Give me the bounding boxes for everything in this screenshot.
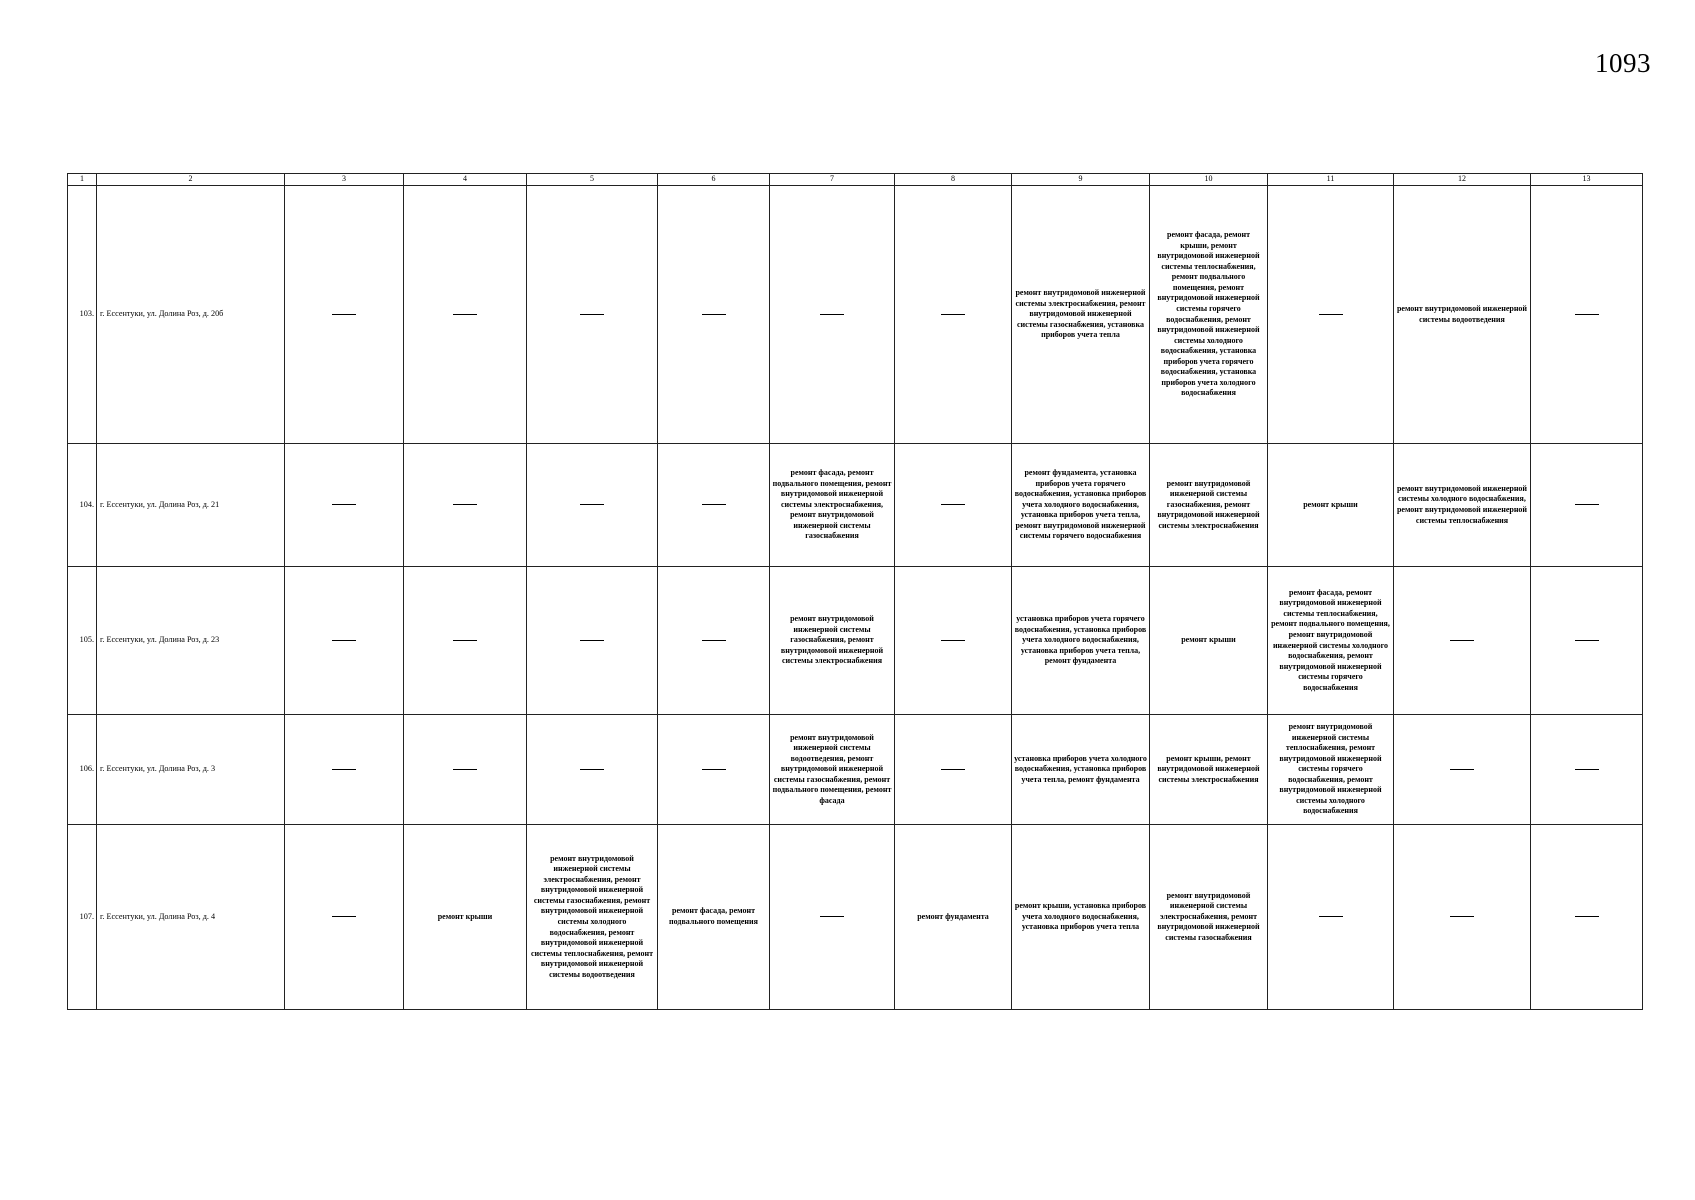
empty-dash-cell xyxy=(658,186,770,444)
work-description-cell: ремонт внутридомовой инженерной системы газоснабжения, ремонт внутридомовой инженерной системы электроснабжения xyxy=(770,567,895,715)
column-number-header: 3 xyxy=(285,174,404,186)
dash-mark xyxy=(1450,769,1474,770)
page-number: 1093 xyxy=(1595,48,1651,78)
address-cell: г. Ессентуки, ул. Долина Роз, д. 23 xyxy=(97,567,285,715)
empty-dash-cell xyxy=(658,715,770,825)
column-number-header: 11 xyxy=(1268,174,1394,186)
work-description-cell: ремонт фасада, ремонт подвального помещения, ремонт внутридомовой инженерной системы электроснабжения, ремонт внутридомовой инженерной системы газоснабжения xyxy=(770,444,895,567)
dash-mark xyxy=(1319,314,1343,315)
column-number-header: 4 xyxy=(404,174,527,186)
address-cell: г. Ессентуки, ул. Долина Роз, д. 21 xyxy=(97,444,285,567)
dash-mark xyxy=(1575,314,1599,315)
column-number-header: 13 xyxy=(1531,174,1643,186)
dash-mark xyxy=(580,314,604,315)
dash-mark xyxy=(820,916,844,917)
column-number-header: 8 xyxy=(895,174,1012,186)
row-number-cell: 106. xyxy=(68,715,97,825)
dash-mark xyxy=(1450,640,1474,641)
empty-dash-cell xyxy=(285,186,404,444)
column-number-header: 2 xyxy=(97,174,285,186)
empty-dash-cell xyxy=(285,567,404,715)
empty-dash-cell xyxy=(527,715,658,825)
work-description-cell: ремонт внутридомовой инженерной системы холодного водоснабжения, ремонт внутридомовой инженерной системы теплоснабжения xyxy=(1394,444,1531,567)
work-description-cell: ремонт внутридомовой инженерной системы электроснабжения, ремонт внутридомовой инженерной системы газоснабжения, установка приборов учета тепла xyxy=(1012,186,1150,444)
work-description-cell: ремонт крыши xyxy=(1268,444,1394,567)
empty-dash-cell xyxy=(285,825,404,1010)
dash-mark xyxy=(702,640,726,641)
dash-mark xyxy=(453,504,477,505)
empty-dash-cell xyxy=(1531,186,1643,444)
dash-mark xyxy=(1575,640,1599,641)
work-description-cell: ремонт крыши xyxy=(1150,567,1268,715)
dash-mark xyxy=(453,314,477,315)
dash-mark xyxy=(702,504,726,505)
dash-mark xyxy=(580,504,604,505)
dash-mark xyxy=(332,314,356,315)
empty-dash-cell xyxy=(404,444,527,567)
dash-mark xyxy=(332,916,356,917)
dash-mark xyxy=(1575,504,1599,505)
work-description-cell: ремонт внутридомовой инженерной системы теплоснабжения, ремонт внутридомовой инженерной системы горячего водоснабжения, ремонт внутридомовой инженерной системы холодного водоснабжения xyxy=(1268,715,1394,825)
empty-dash-cell xyxy=(1394,715,1531,825)
empty-dash-cell xyxy=(770,825,895,1010)
table-row xyxy=(68,715,1643,825)
column-number-header: 7 xyxy=(770,174,895,186)
address-cell: г. Ессентуки, ул. Долина Роз, д. 3 xyxy=(97,715,285,825)
column-number-header: 12 xyxy=(1394,174,1531,186)
work-description-cell: ремонт внутридомовой инженерной системы электроснабжения, ремонт внутридомовой инженерной системы газоснабжения, ремонт внутридомовой инженерной системы холодного водоснабжения, ремонт внутридомовой инженерной системы теплоснабжения, ремонт внутридомовой инженерной системы водоотведения xyxy=(527,825,658,1010)
table-row xyxy=(68,825,1643,1010)
address-cell: г. Ессентуки, ул. Долина Роз, д. 20б xyxy=(97,186,285,444)
empty-dash-cell xyxy=(1531,567,1643,715)
dash-mark xyxy=(332,640,356,641)
work-description-cell: ремонт фасада, ремонт подвального помещения xyxy=(658,825,770,1010)
dash-mark xyxy=(1575,769,1599,770)
work-description-cell: ремонт фасада, ремонт внутридомовой инженерной системы теплоснабжения, ремонт подвального помещения, ремонт внутридомовой инженерной системы холодного водоснабжения, ремонт внутридомовой инженерной системы горячего водоснабжения xyxy=(1268,567,1394,715)
empty-dash-cell xyxy=(658,444,770,567)
dash-mark xyxy=(941,769,965,770)
empty-dash-cell xyxy=(895,444,1012,567)
dash-mark xyxy=(702,314,726,315)
work-description-cell: ремонт внутридомовой инженерной системы газоснабжения, ремонт внутридомовой инженерной системы электроснабжения xyxy=(1150,444,1268,567)
empty-dash-cell xyxy=(404,186,527,444)
empty-dash-cell xyxy=(527,567,658,715)
row-number-cell: 107. xyxy=(68,825,97,1010)
work-description-cell: ремонт крыши, ремонт внутридомовой инженерной системы электроснабжения xyxy=(1150,715,1268,825)
column-number-header: 6 xyxy=(658,174,770,186)
work-description-cell: ремонт крыши xyxy=(404,825,527,1010)
work-description-cell: установка приборов учета холодного водоснабжения, установка приборов учета тепла, ремонт фундамента xyxy=(1012,715,1150,825)
dash-mark xyxy=(1319,916,1343,917)
dash-mark xyxy=(1450,916,1474,917)
dash-mark xyxy=(941,314,965,315)
empty-dash-cell xyxy=(895,567,1012,715)
dash-mark xyxy=(332,769,356,770)
table-row xyxy=(68,186,1643,444)
dash-mark xyxy=(1575,916,1599,917)
column-number-header: 5 xyxy=(527,174,658,186)
empty-dash-cell xyxy=(658,567,770,715)
row-number-cell: 105. xyxy=(68,567,97,715)
empty-dash-cell xyxy=(1531,825,1643,1010)
dash-mark xyxy=(941,640,965,641)
empty-dash-cell xyxy=(770,186,895,444)
column-number-row xyxy=(68,174,1643,186)
work-description-cell: ремонт внутридомовой инженерной системы водоотведения, ремонт внутридомовой инженерной системы газоснабжения, ремонт подвального помещения, ремонт фасада xyxy=(770,715,895,825)
address-cell: г. Ессентуки, ул. Долина Роз, д. 4 xyxy=(97,825,285,1010)
empty-dash-cell xyxy=(527,444,658,567)
work-description-cell: ремонт крыши, установка приборов учета холодного водоснабжения, установка приборов учета тепла xyxy=(1012,825,1150,1010)
empty-dash-cell xyxy=(285,715,404,825)
column-number-header: 1 xyxy=(68,174,97,186)
empty-dash-cell xyxy=(895,715,1012,825)
table-row xyxy=(68,567,1643,715)
dash-mark xyxy=(820,314,844,315)
empty-dash-cell xyxy=(1531,444,1643,567)
dash-mark xyxy=(580,769,604,770)
dash-mark xyxy=(332,504,356,505)
empty-dash-cell xyxy=(285,444,404,567)
dash-mark xyxy=(941,504,965,505)
dash-mark xyxy=(453,640,477,641)
column-number-header: 9 xyxy=(1012,174,1150,186)
empty-dash-cell xyxy=(1531,715,1643,825)
empty-dash-cell xyxy=(1268,186,1394,444)
work-description-cell: ремонт внутридомовой инженерной системы электроснабжения, ремонт внутридомовой инженерной системы газоснабжения xyxy=(1150,825,1268,1010)
work-description-cell: ремонт фасада, ремонт крыши, ремонт внутридомовой инженерной системы теплоснабжения, ремонт подвального помещения, ремонт внутридомовой инженерной системы горячего водоснабжения, ремонт внутридомовой инженерной системы холодного водоснабжения, установка приборов учета горячего водоснабжения, установка приборов учета холодного водоснабжения xyxy=(1150,186,1268,444)
table-row xyxy=(68,444,1643,567)
row-number-cell: 104. xyxy=(68,444,97,567)
empty-dash-cell xyxy=(404,715,527,825)
row-number-cell: 103. xyxy=(68,186,97,444)
empty-dash-cell xyxy=(1394,825,1531,1010)
empty-dash-cell xyxy=(1268,825,1394,1010)
work-description-cell: установка приборов учета горячего водоснабжения, установка приборов учета холодного водоснабжения, установка приборов учета тепла, ремонт фундамента xyxy=(1012,567,1150,715)
empty-dash-cell xyxy=(895,186,1012,444)
column-number-header: 10 xyxy=(1150,174,1268,186)
repair-schedule-table xyxy=(67,173,1643,1010)
empty-dash-cell xyxy=(1394,567,1531,715)
work-description-cell: ремонт фундамента xyxy=(895,825,1012,1010)
dash-mark xyxy=(453,769,477,770)
work-description-cell: ремонт фундамента, установка приборов учета горячего водоснабжения, установка приборов учета холодного водоснабжения, установка приборов учета тепла, ремонт внутридомовой инженерной системы горячего водоснабжения xyxy=(1012,444,1150,567)
dash-mark xyxy=(580,640,604,641)
empty-dash-cell xyxy=(404,567,527,715)
empty-dash-cell xyxy=(527,186,658,444)
work-description-cell: ремонт внутридомовой инженерной системы водоотведения xyxy=(1394,186,1531,444)
dash-mark xyxy=(702,769,726,770)
